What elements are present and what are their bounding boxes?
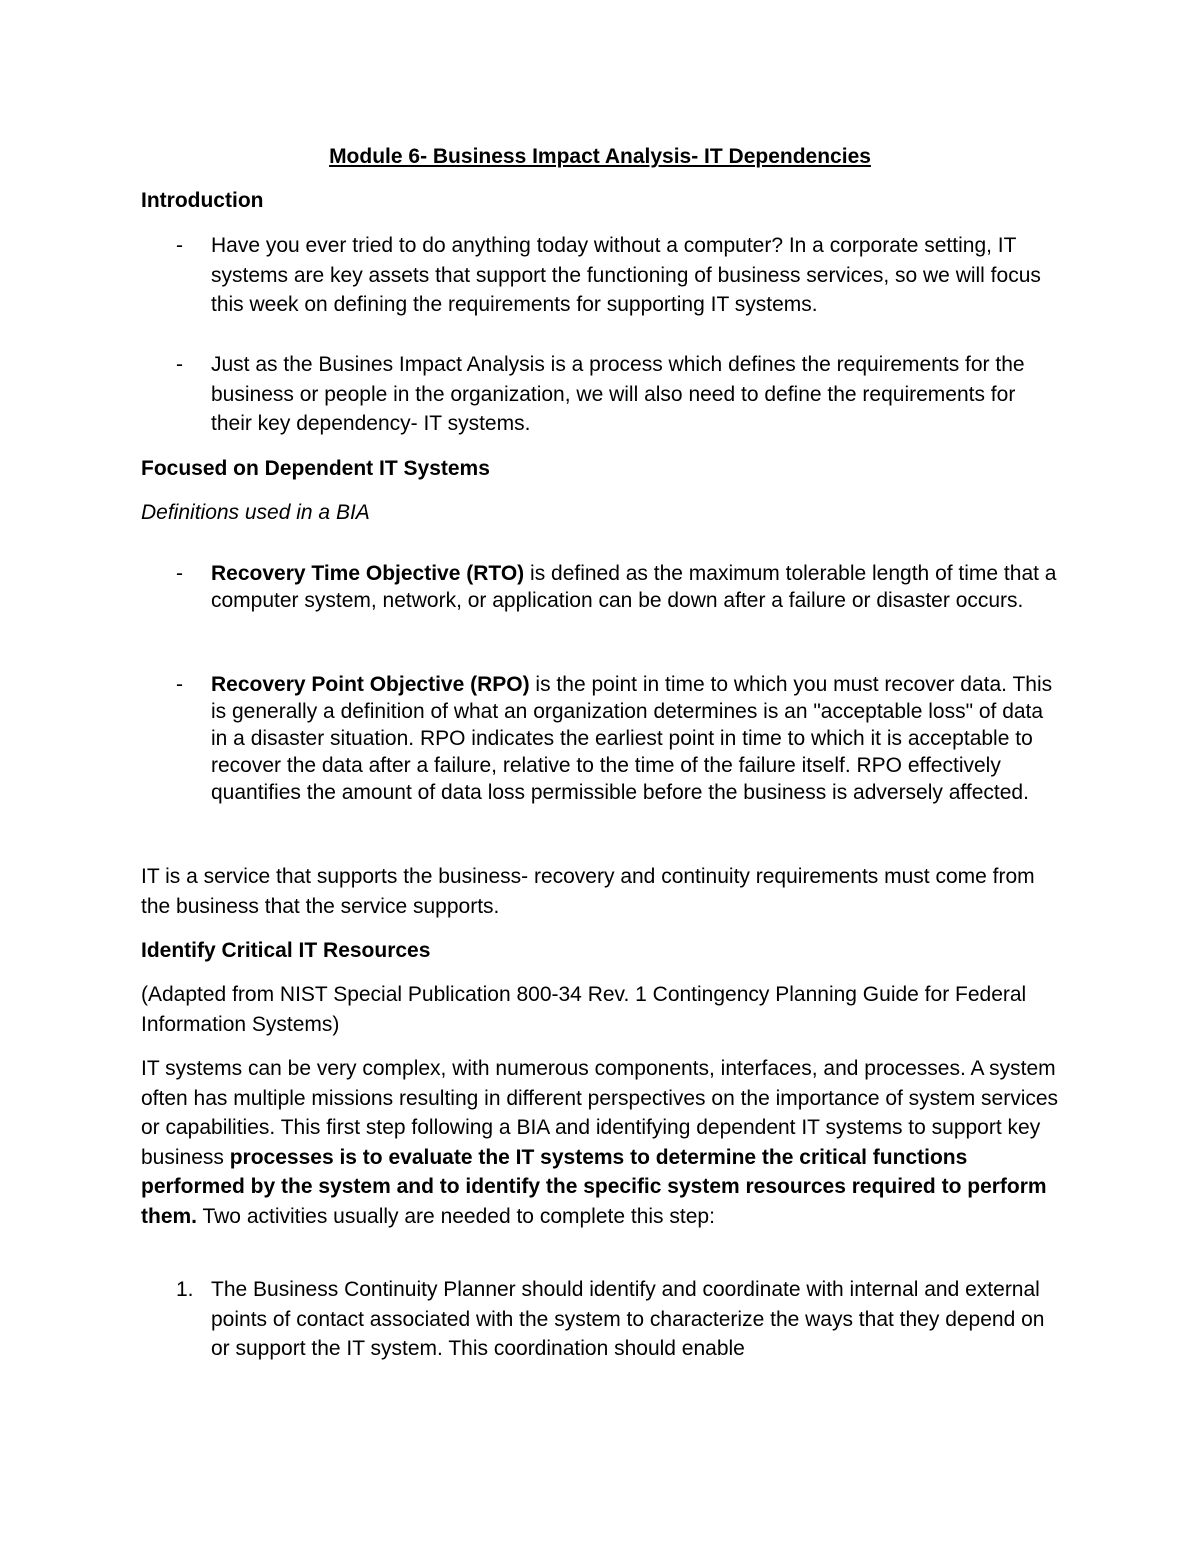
definition-body: is defined as the maximum tolerable length of time that a computer system, network, or application can be down after a failure or disaster occurs. [211,562,1057,612]
closing-paragraph: IT is a service that supports the business- recovery and continuity requirements must come from the business that the service supports. [141,865,1035,918]
critical-paragraph [141,1054,1061,1231]
bullet-marker: - [176,562,183,585]
critical-heading: Identify Critical IT Resources [141,939,431,962]
bullet-marker: - [176,234,183,257]
introduction-heading: Introduction [141,189,264,212]
list-item-text: The Business Continuity Planner should identify and coordinate with internal and external points of contact associated with the system to characterize the ways that they depend on or support the IT system. This coordination should enable [211,1278,1045,1360]
focused-heading: Focused on Dependent IT Systems [141,457,490,480]
critical-paragraph-start: IT systems can be very complex, with numerous components, interfaces, and processes. A system often has multiple missions resulting in different perspectives on the importance of system services or capabilities. This first step following a BIA and identifying dependent IT systems to support key business [141,1057,1059,1169]
definition-body: is the point in time to which you must recover data. This is generally a definition of what an organization determines is an "acceptable loss" of data in a disaster situation. RPO indicates the earliest point in time to which it is acceptable to recover the data after a failure, relative to the time of the failure itself. RPO effectively quantifies the amount of data loss permissible before the business is adversely affected. [211,673,1053,804]
document-title: Module 6- Business Impact Analysis- IT Dependencies [329,145,871,168]
definitions-subheading: Definitions used in a BIA [141,501,370,524]
bullet-marker: - [176,353,183,376]
definition-term: Recovery Time Objective (RTO) [211,562,525,585]
definition-text [211,560,1061,614]
critical-paragraph-bold: processes is to evaluate the IT systems to determine the critical functions performed by the system and to identify the specific system resources required to perform them. [141,1145,1047,1228]
bullet-text: Just as the Busines Impact Analysis is a process which defines the requirements for the business or people in the organization, we will also need to define the requirements for their key dependency- IT systems. [211,353,1025,435]
bullet-marker: - [176,673,183,696]
source-note: (Adapted from NIST Special Publication 800-34 Rev. 1 Contingency Planning Guide for Federal Information Systems) [141,983,1027,1036]
critical-paragraph-end: Two activities usually are needed to complete this step: [197,1204,715,1228]
list-number: 1. [176,1278,194,1301]
bullet-text: Have you ever tried to do anything today without a computer? In a corporate setting, IT systems are key assets that support the functioning of business services, so we will focus this week on defining the requirements for supporting IT systems. [211,234,1041,316]
definition-term: Recovery Point Objective (RPO) [211,673,530,696]
definition-text [211,671,1061,806]
